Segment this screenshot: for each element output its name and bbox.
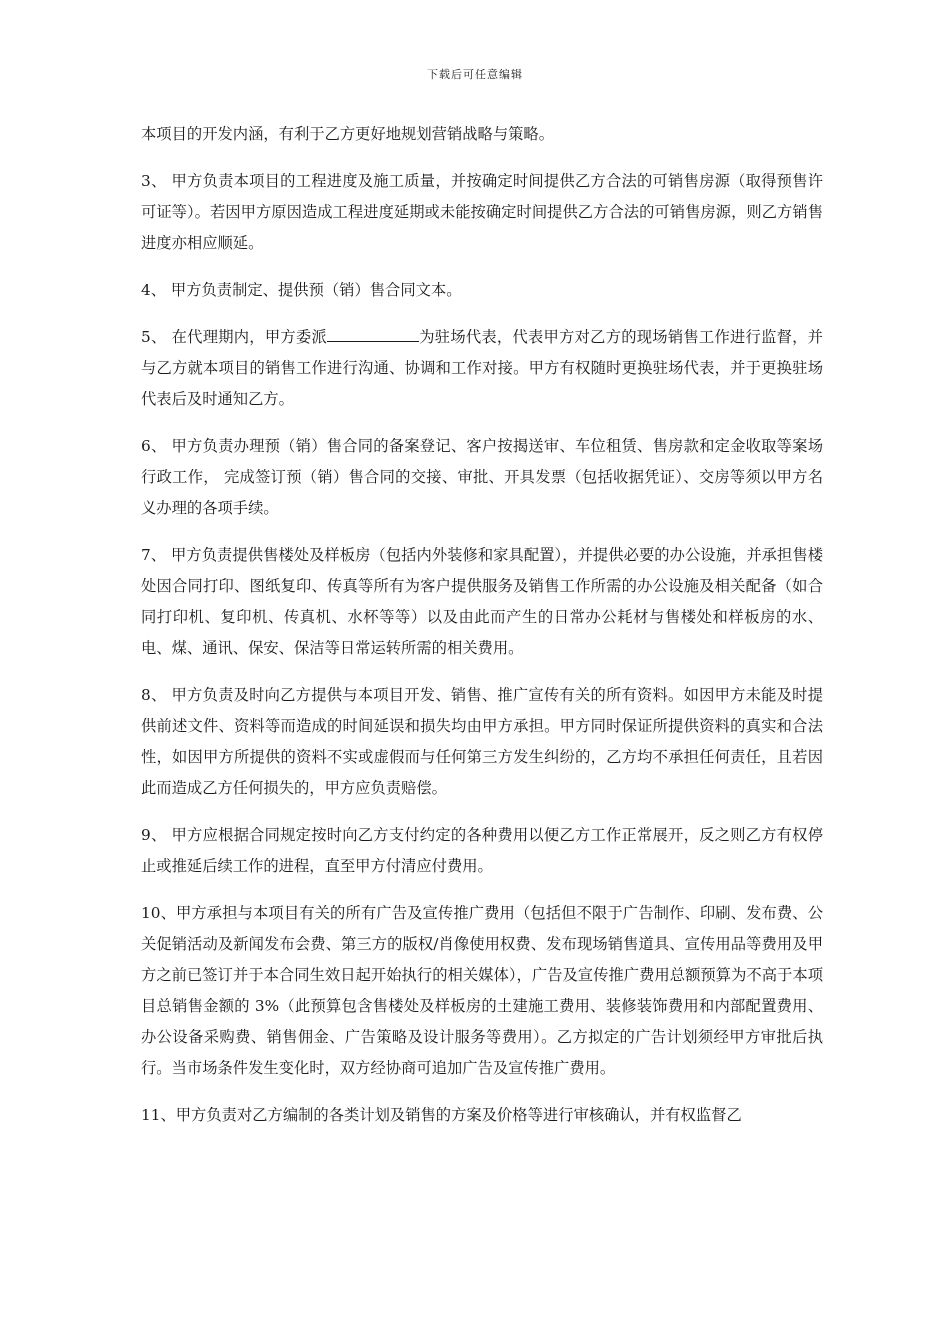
clause-4: 4、 甲方负责制定、提供预（销）售合同文本。 [141, 281, 462, 299]
clause-5 [141, 322, 823, 415]
clause-3: 3、 甲方负责本项目的工程进度及施工质量，并按确定时间提供乙方合法的可销售房源（取得预售许可证等）。若因甲方原因造成工程进度延期或未能按确定时间提供乙方合法的可销售房源，则乙方销售进度亦相应顺延。 [141, 172, 823, 252]
clause-8: 8、 甲方负责及时向乙方提供与本项目开发、销售、推广宣传有关的所有资料。如因甲方未能及时提供前述文件、资料等而造成的时间延误和损失均由甲方承担。甲方同时保证所提供资料的真实和合法性，如因甲方所提供的资料不实或虚假而与任何第三方发生纠纷的，乙方均不承担任何责任，且若因此而造成乙方任何损失的，甲方应负责赔偿。 [141, 686, 823, 797]
clause-7: 7、 甲方负责提供售楼处及样板房（包括内外装修和家具配置），并提供必要的办公设施，并承担售楼处因合同打印、图纸复印、传真等所有为客户提供服务及销售工作所需的办公设施及相关配备（如合同打印机、复印机、传真机、水杯等等）以及由此而产生的日常办公耗材与售楼处和样板房的水、电、煤、通讯、保安、保洁等日常运转所需的相关费用。 [141, 546, 823, 657]
clause-11: 11、甲方负责对乙方编制的各类计划及销售的方案及价格等进行审核确认，并有权监督乙 [141, 1106, 742, 1124]
document-body [141, 119, 823, 1147]
representative-blank-field [327, 323, 419, 342]
clause-10: 10、甲方承担与本项目有关的所有广告及宣传推广费用（包括但不限于广告制作、印刷、发布费、公关促销活动及新闻发布会费、第三方的版权/肖像使用权费、发布现场销售道具、宣传用品等费用及甲方之前已签订并于本合同生效日起开始执行的相关媒体），广告及宣传推广费用总额预算为不高于本项目总销售金额的 3%（此预算包含售楼处及样板房的土建施工费用、装修装饰费用和内部配置费用、办公设备采购费、销售佣金、广告策略及设计服务等费用）。乙方拟定的广告计划须经甲方审批后执行。当市场条件发生变化时，双方经协商可追加广告及宣传推广费用。 [141, 904, 823, 1077]
clause-9: 9、 甲方应根据合同规定按时向乙方支付约定的各种费用以便乙方工作正常展开，反之则乙方有权停止或推延后续工作的进程，直至甲方付清应付费用。 [141, 826, 823, 875]
page-header: 下载后可任意编辑 [427, 68, 523, 81]
clause-6: 6、 甲方负责办理预（销）售合同的备案登记、客户按揭送审、车位租赁、售房款和定金收取等案场行政工作， 完成签订预（销）售合同的交接、审批、开具发票（包括收据凭证）、交房等须以甲方名义办理的各项手续。 [141, 437, 823, 517]
clause-5-before: 5、 在代理期内，甲方委派 [141, 328, 327, 346]
clause-5-after: 为驻场代表，代表甲方对乙方的现场销售工作进行监督，并与乙方就本项目的销售工作进行沟通、协调和工作对接。甲方有权随时更换驻场代表，并于更换驻场代表后及时通知乙方。 [141, 328, 823, 408]
paragraph-continuation: 本项目的开发内涵，有利于乙方更好地规划营销战略与策略。 [141, 125, 555, 143]
